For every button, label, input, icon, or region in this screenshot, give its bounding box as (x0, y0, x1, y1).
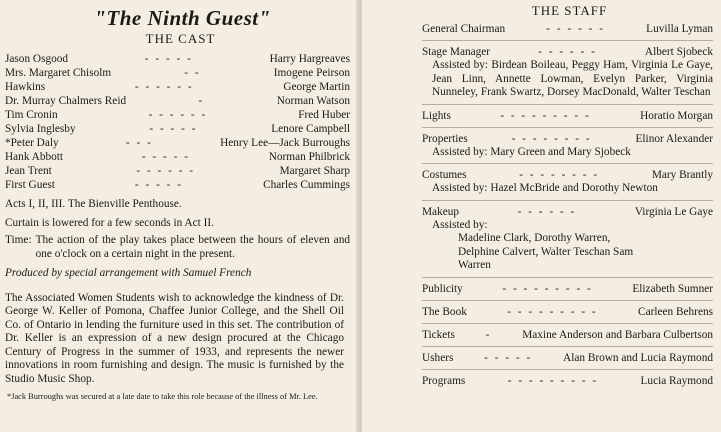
cast-dashes: - - - - - (141, 151, 190, 163)
cast-row (5, 164, 350, 178)
cast-heading: THE CAST (145, 31, 216, 46)
cast-actor: Imogene Peirson (273, 67, 350, 79)
acts-line: Acts I, II, III. The Bienville Penthouse. (5, 198, 182, 210)
staff-assistants: Madeline Clark, Dorothy Warren, Delphine Calvert, Walter Teschan Sam Warren (458, 232, 634, 271)
cast-actor: George Martin (283, 81, 350, 93)
cast-role: Jean Trent (5, 165, 52, 177)
cast-actor: Charles Cummings (263, 179, 350, 191)
cast-row (5, 52, 350, 66)
produced-by: Produced by special arrangement with Samuel French (5, 267, 252, 279)
staff-makeup (422, 205, 713, 273)
cast-row (5, 136, 350, 150)
cast-actor: Lenore Campbell (271, 123, 350, 135)
staff-dashes: - - - - - - - - (511, 132, 592, 145)
staff-name: Lucia Raymond (640, 374, 713, 387)
staff-label: Programs (422, 374, 466, 387)
staff-dashes: - - - - - - (517, 205, 577, 218)
cast-role: Jason Osgood (5, 53, 69, 65)
staff-dashes: - - - - - - - - - (507, 374, 599, 387)
cast-role: Hank Abbott (5, 151, 64, 163)
staff-assistants: Assisted by: Mary Green and Mary Sjobeck (432, 145, 631, 158)
staff-label: The Book (422, 305, 467, 318)
staff-the-book (422, 305, 713, 319)
staff-properties (422, 132, 713, 160)
staff-general-chairman (422, 22, 713, 36)
divider (422, 127, 713, 128)
play-title: "The Ninth Guest" (94, 6, 271, 30)
divider (422, 369, 713, 370)
cast-actor: Henry Lee—Jack Burroughs (220, 137, 350, 149)
staff-name: Carleen Behrens (638, 305, 713, 318)
staff-dashes: - - - - - - (538, 46, 597, 58)
cast-role: Mrs. Margaret Chisolm (5, 67, 112, 79)
staff-label: Ushers (422, 351, 454, 364)
left-page (0, 0, 358, 432)
staff-label: Stage Manager (422, 46, 491, 58)
cast-actor: Norman Watson (276, 95, 350, 107)
staff-name: Horatio Morgan (640, 109, 713, 122)
staff-assistants: Assisted by: Birdean Boileau, Peggy Ham, Virginia Le Gaye, Jean Linn, Annette Lowman, Evelyn Parker, Virginia Nunneley, Frank Swartz, Dorsey MacDonald, Walter Teschan (432, 59, 713, 98)
divider (422, 163, 713, 164)
cast-row (5, 122, 350, 136)
cast-dashes: - - - - - (149, 123, 198, 135)
staff-label: Properties (422, 132, 468, 145)
cast-list (5, 52, 350, 192)
staff-dashes: - - - - - - - - (519, 169, 600, 181)
staff-ushers (422, 351, 713, 365)
cast-row (5, 178, 350, 192)
staff-label: Makeup (422, 205, 460, 218)
cast-actor: Norman Philbrick (268, 151, 350, 163)
cast-role: *Peter Daly (5, 137, 59, 149)
staff-name: Alan Brown and Lucia Raymond (563, 351, 713, 364)
staff-dashes: - - - - - - - - - (502, 282, 593, 295)
cast-role: Tim Cronin (5, 109, 58, 121)
staff-assistants: Assisted by: Hazel McBride and Dorothy Newton (432, 182, 658, 194)
staff-dashes: - (485, 328, 492, 341)
cast-row (5, 108, 350, 122)
staff-dashes: - - - - - (484, 351, 533, 364)
acknowledgement: The Associated Women Students wish to acknowledge the kindness of Dr. George W. Keller of Pomona, Chaffee Junior College, and the Shell Oil Co. of Ontario in lending the furniture used in this set. The contribution of Dr. Keller is an expression of a new design procured at the Chicago Century of Progress in the summer of 1933, and represents the newer innovations in room furnishing and design. The music is furnished by the Studio Music Shop. (5, 291, 344, 385)
staff-costumes (422, 168, 713, 196)
cast-row (5, 80, 350, 94)
footnote: *Jack Burroughs was secured at a late date to take this role because of the illness of Mr. Lee. (7, 392, 318, 401)
staff-name: Albert Sjobeck (644, 46, 713, 58)
cast-role: Sylvia Inglesby (5, 123, 76, 135)
time-text: The action of the play takes place between the hours of eleven and one o'clock on a certain night in the present. (35, 234, 350, 260)
staff-programs (422, 374, 713, 388)
divider (422, 346, 713, 347)
divider (422, 277, 713, 278)
staff-name: Luvilla Lyman (646, 23, 713, 35)
cast-role: First Guest (5, 179, 55, 191)
cast-role: Dr. Murray Chalmers Reid (5, 95, 127, 107)
staff-label: Tickets (422, 328, 455, 341)
cast-row (5, 66, 350, 80)
staff-heading: THE STAFF (531, 3, 608, 18)
right-page (362, 0, 721, 432)
staff-name: Virginia Le Gaye (634, 205, 713, 218)
staff-lights (422, 109, 713, 123)
divider (422, 300, 713, 301)
cast-actor: Harry Hargreaves (269, 53, 350, 65)
staff-stage-manager (422, 45, 713, 100)
cast-dashes: - - - - - (134, 179, 184, 191)
time-label: Time: (5, 234, 32, 246)
divider (422, 200, 713, 201)
cast-actor: Fred Huber (298, 109, 350, 121)
cast-dashes: - - - - - - (148, 109, 208, 121)
staff-dashes: - - - - - - (546, 23, 605, 35)
staff-label: Costumes (422, 169, 467, 181)
staff-label: Publicity (422, 282, 463, 295)
staff-name: Mary Brantly (651, 169, 713, 181)
staff-dashes: - - - - - - - - - (500, 109, 591, 122)
cast-dashes: - - - - - - (134, 81, 194, 93)
staff-dashes: - - - - - - - - - (507, 305, 598, 318)
cast-row (5, 150, 350, 164)
staff-assistants-label: Assisted by: (432, 218, 488, 231)
cast-dashes: - - (184, 67, 201, 79)
staff-name: Elizabeth Sumner (632, 282, 713, 295)
cast-dashes: - - - (125, 137, 153, 149)
divider (422, 323, 713, 324)
cast-row (5, 94, 350, 108)
divider (422, 104, 713, 105)
cast-dashes: - - - - - - (136, 165, 196, 177)
staff-name: Elinor Alexander (635, 132, 713, 145)
staff-label: Lights (422, 109, 451, 122)
divider (422, 40, 713, 41)
curtain-line: Curtain is lowered for a few seconds in Act II. (5, 216, 214, 229)
cast-dashes: - (198, 95, 205, 107)
staff-publicity (422, 282, 713, 296)
staff-name: Maxine Anderson and Barbara Culbertson (522, 328, 713, 341)
time-note (5, 234, 350, 261)
cast-role: Hawkins (5, 81, 46, 93)
staff-label: General Chairman (422, 23, 506, 35)
staff-tickets (422, 328, 713, 342)
cast-actor: Margaret Sharp (279, 165, 350, 177)
cast-dashes: - - - - - (144, 53, 193, 65)
